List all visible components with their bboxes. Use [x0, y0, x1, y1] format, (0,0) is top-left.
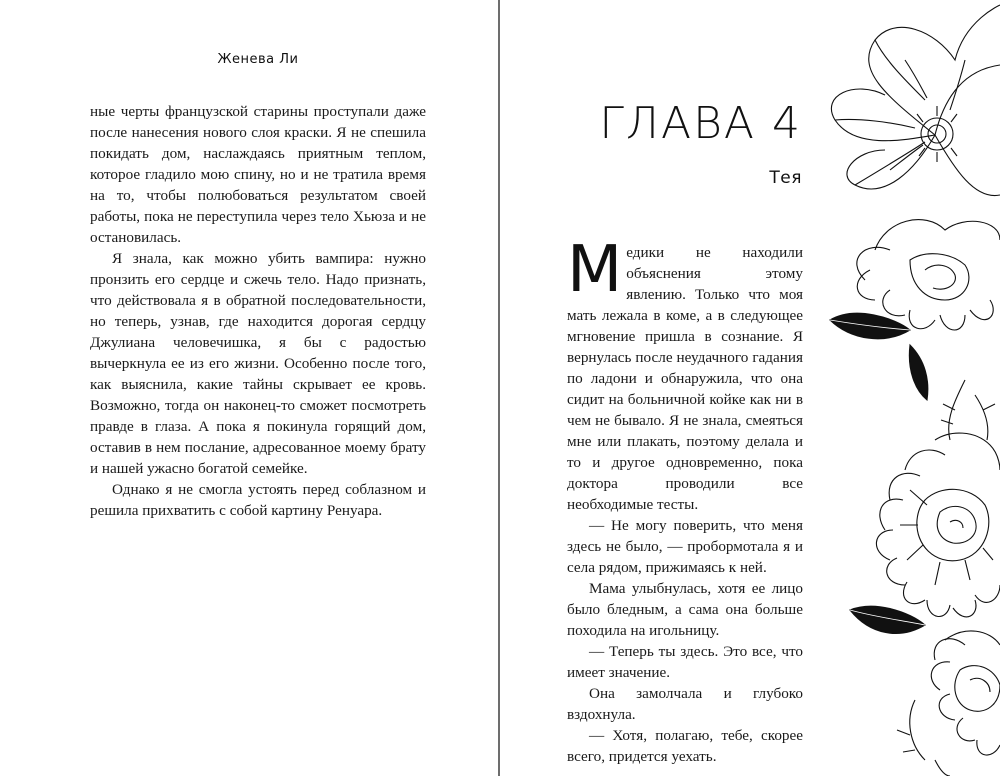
dark-leaf-stem: [909, 345, 927, 400]
page-gutter: [498, 0, 500, 776]
paragraph: — Не могу поверить, что меня здесь не было, — пробормотала я и села рядом, прижимаясь к ней.: [567, 517, 803, 576]
running-head: Женева Ли: [217, 52, 299, 67]
chapter-subtitle: Тея: [769, 168, 802, 188]
drop-cap: М: [567, 233, 623, 307]
paragraph: Она замолчала и глубоко вздохнула.: [567, 685, 803, 723]
chapter-title: ГЛАВА 4: [599, 98, 802, 149]
paragraph: Однако я не смогла устоять перед соблазном и решила прихватить с собой картину Ренуара.: [90, 481, 426, 519]
paragraph: ные черты французской старины проступали даже после нанесения нового слоя краски. Я не спешила покидать дом, наслаждаясь приятным теплом, которое гладило мою спину, но и не тратила время на то, чтобы полюбоваться результатом своей работы, пока не переступила через тело Хьюза и не остановилась.: [90, 103, 426, 246]
peony-flower-top: [831, 5, 1000, 196]
paragraph: Я знала, как можно убить вампира: нужно пронзить его сердце и сжечь тело. Надо признать, что действовала я в обратной последовательности, но теперь, узнав, где находится дорогая сердцу Джулиана человечишка, я бы с радостью вычеркнула ее из его жизни. Особенно после того, как выяснила, какие тайны скрывает ее кровь. Возможно, тогда он наконец-то сможет посмотреть правде в глаза. А пока я покинула горящий дом, оставив в нем послание, адресованное моему брату и нашей ужасно богатой семейке.: [90, 250, 426, 477]
paragraph: Мама улыбнулась, хотя ее лицо было бледным, а сама она больше походила на игольницу.: [567, 580, 803, 639]
paragraph: — Теперь ты здесь. Это все, что имеет значение.: [567, 643, 803, 681]
first-paragraph: [567, 233, 803, 515]
floral-illustration: [815, 0, 1000, 776]
chrysanthemum-lower: [876, 433, 1000, 617]
first-paragraph-text: едики не находили объяснения этому явлению. Только что моя мать лежала в коме, а в следующее мгновение пришла в сознание. Я вернулась после неудачного гадания по ладони и обнаружила, что она сидит на больничной койке как ни в чем не бывало. Я не знала, смеяться мне или плакать, поэтому делала и то и другое одновременно, пока доктора проводили все необходимые тесты.: [567, 244, 803, 513]
flower-bottom: [897, 631, 1000, 776]
right-page-text: [567, 233, 803, 767]
paragraph: — Хотя, полагаю, тебе, скорее всего, придется уехать.: [567, 727, 803, 765]
left-page-text: [90, 101, 426, 521]
dark-leaf-lower: [850, 606, 925, 633]
chrysanthemum-upper: [857, 220, 1000, 330]
